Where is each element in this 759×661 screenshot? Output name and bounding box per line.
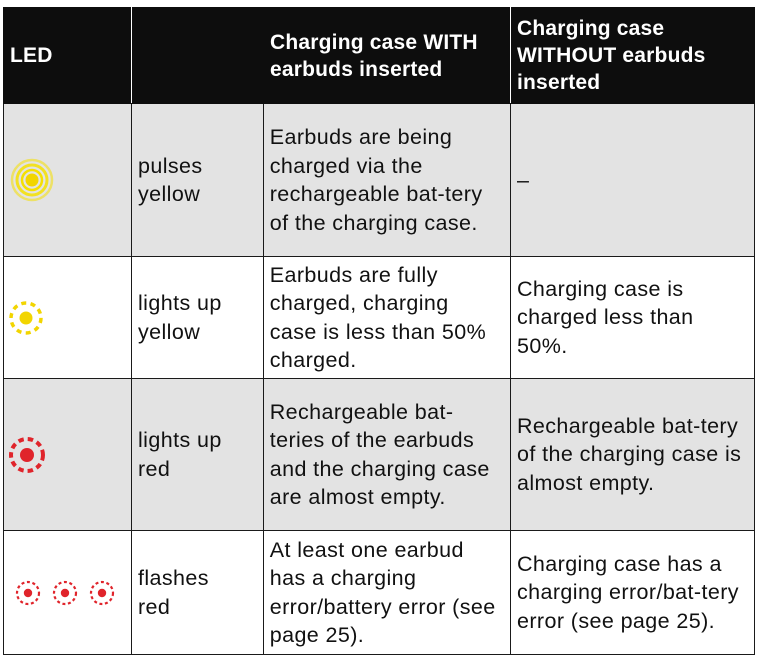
header-without-earbuds (511, 8, 755, 104)
without-earbuds-description: – (517, 167, 530, 192)
table-row (4, 531, 755, 655)
with-earbuds-description: Rechargeable bat-teries of the earbuds and the charging case are almost empty. (269, 399, 490, 509)
led-status-label: flashes red (138, 566, 209, 619)
without-earbuds-description: Charging case has a charging error/bat-tery error (see page 25). (517, 551, 739, 633)
status-cell (132, 257, 264, 379)
led-steady-red-icon (4, 432, 131, 478)
led-status-label: pulses yellow (138, 153, 203, 206)
led-status-label: lights up yellow (138, 291, 222, 344)
with-earbuds-cell (263, 257, 510, 379)
with-earbuds-cell (263, 379, 510, 531)
led-steady-yellow-icon (4, 296, 131, 340)
without-earbuds-description: Rechargeable bat-tery of the charging case is almost empty. (517, 413, 742, 495)
with-earbuds-description: Earbuds are being charged via the rechargeable bat-tery of the charging case. (269, 125, 483, 235)
table-row (4, 379, 755, 531)
status-cell (132, 379, 264, 531)
led-cell (4, 104, 132, 257)
led-status-table (3, 7, 755, 655)
led-pulsing-yellow-icon (4, 154, 131, 206)
status-cell (132, 531, 264, 655)
with-earbuds-description: At least one earbud has a charging error/battery error (see page 25). (269, 537, 496, 647)
without-earbuds-cell (511, 531, 755, 655)
led-cell (4, 531, 132, 655)
with-earbuds-cell (263, 531, 510, 655)
header-with-earbuds-label: Charging case WITH earbuds inserted (270, 30, 478, 81)
with-earbuds-cell (263, 104, 510, 257)
header-with-earbuds (132, 8, 511, 104)
table-row (4, 104, 755, 257)
led-status-label: lights up red (138, 428, 222, 481)
without-earbuds-cell (511, 257, 755, 379)
table-header-row (4, 8, 755, 104)
with-earbuds-description: Earbuds are fully charged, charging case is less than 50% charged. (269, 262, 487, 372)
table-row (4, 257, 755, 379)
led-cell (4, 257, 132, 379)
without-earbuds-description: Charging case is charged less than 50%. (517, 276, 694, 358)
without-earbuds-cell (511, 379, 755, 531)
led-flashing-red-icon (4, 575, 131, 611)
header-led: LED (4, 8, 132, 104)
led-cell (4, 379, 132, 531)
header-without-earbuds-label: Charging case WITHOUT earbuds inserted (517, 17, 706, 94)
without-earbuds-cell (511, 104, 755, 257)
status-cell (132, 104, 264, 257)
